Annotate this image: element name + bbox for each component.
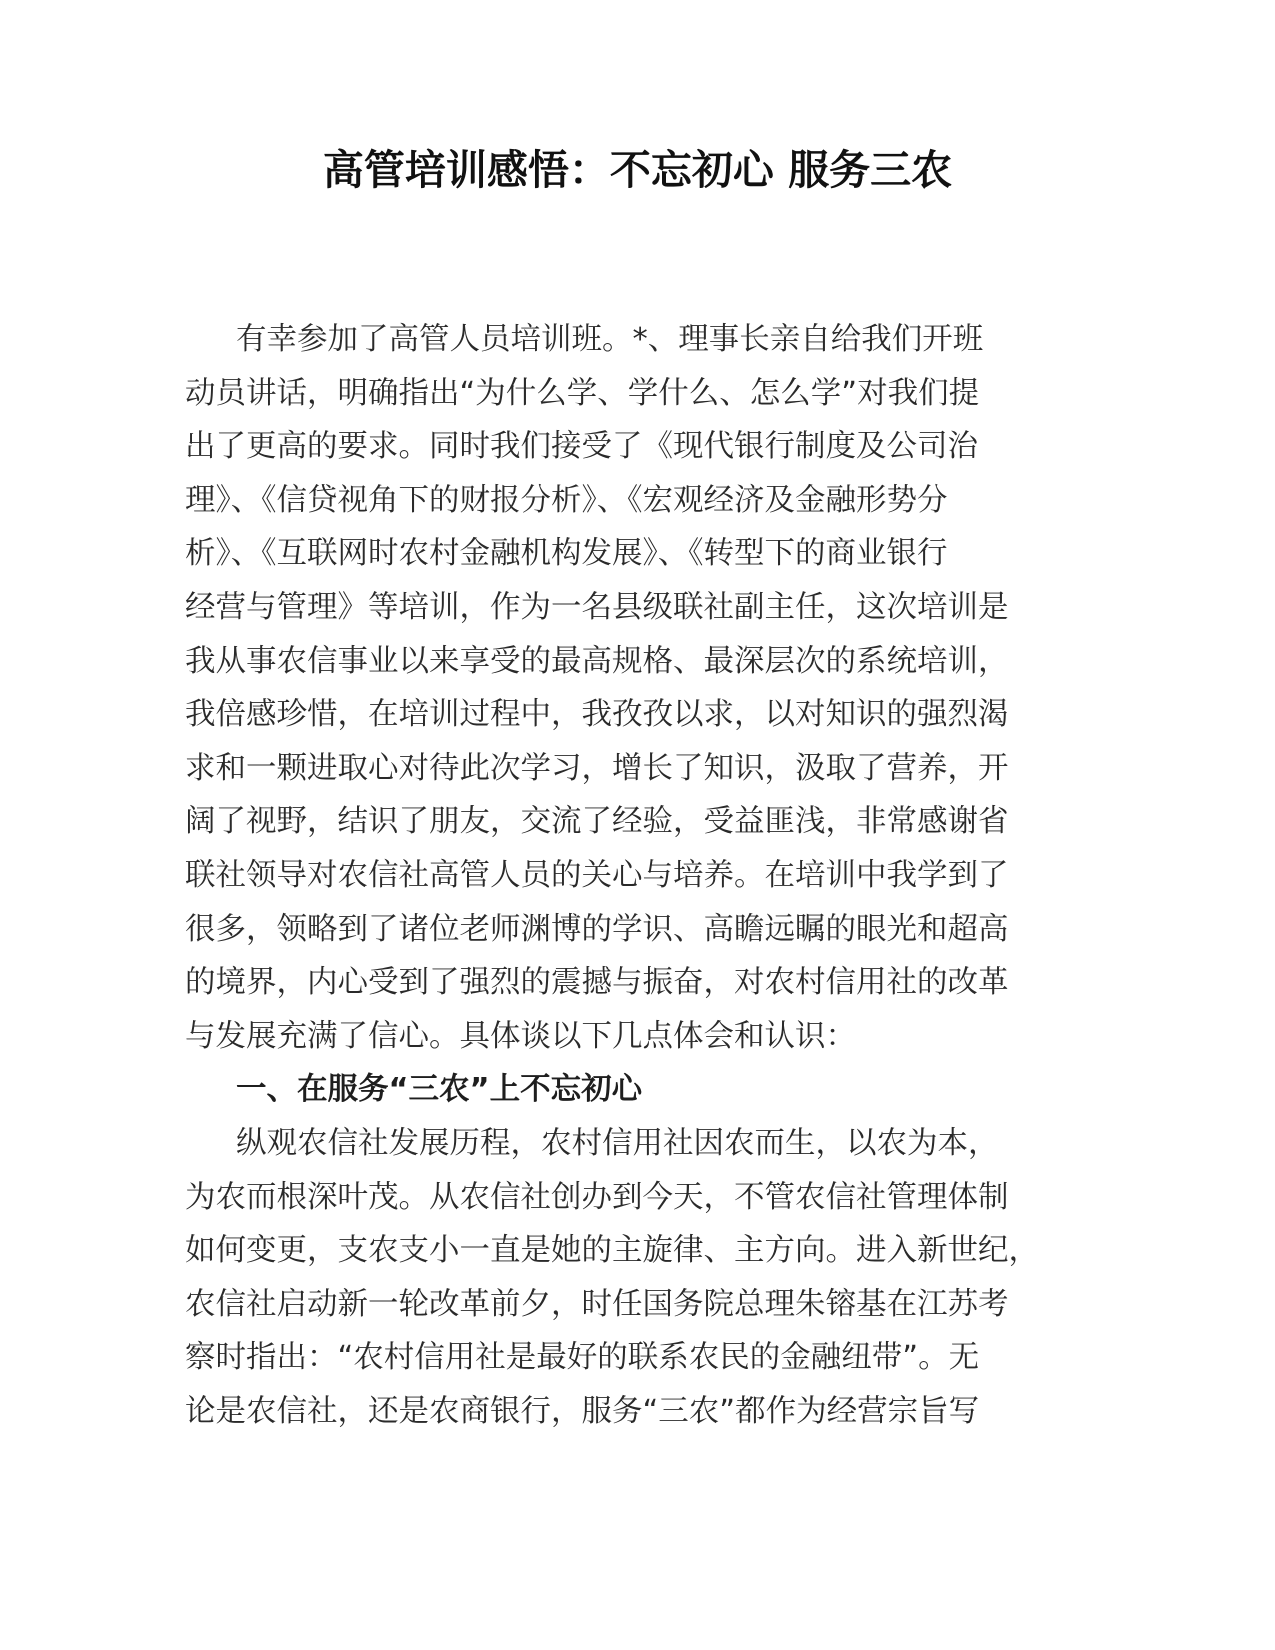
paragraph-1-line: 联社领导对农信社高管人员的关心与培养。在培训中我学到了 (185, 857, 1009, 893)
paragraph-2-line: 为农而根深叶茂。从农信社创办到今天，不管农信社管理体制 (185, 1179, 1009, 1215)
paragraph-1-line: 出了更高的要求。同时我们接受了《现代银行制度及公司治 (185, 429, 978, 465)
document-title: 高管培训感悟：不忘初心 服务三农 (322, 146, 953, 194)
paragraph-1-line: 经营与管理》等培训，作为一名县级联社副主任，这次培训是 (185, 589, 1009, 625)
paragraph-1-line: 与发展充满了信心。具体谈以下几点体会和认识： (185, 1018, 856, 1054)
paragraph-1-line: 阔了视野，结识了朋友，交流了经验，受益匪浅，非常感谢省 (185, 804, 1009, 840)
paragraph-1-line: 我倍感珍惜，在培训过程中，我孜孜以求，以对知识的强烈渴 (185, 697, 1009, 733)
document-body (185, 313, 1090, 1438)
section-1-heading: 一、在服务“三农”上不忘初心 (236, 1072, 643, 1108)
paragraph-1-line: 的境界，内心受到了强烈的震撼与振奋，对农村信用社的改革 (185, 965, 1009, 1001)
paragraph-1-line: 理》、《信贷视角下的财报分析》、《宏观经济及金融形势分 (185, 482, 948, 518)
paragraph-1-line: 有幸参加了高管人员培训班。*、理事长亲自给我们开班 (236, 322, 984, 357)
paragraph-1-line: 很多，领略到了诸位老师渊博的学识、高瞻远瞩的眼光和超高 (185, 911, 1009, 947)
paragraph-2-line: 察时指出：“农村信用社是最好的联系农民的金融纽带”。无 (185, 1340, 980, 1376)
paragraph-2-line: 农信社启动新一轮改革前夕，时任国务院总理朱镕基在江苏考 (185, 1286, 1009, 1322)
paragraph-1-line: 析》、《互联网时农村金融机构发展》、《转型下的商业银行 (185, 536, 948, 572)
paragraph-1-line: 动员讲话，明确指出“为什么学、学什么、怎么学”对我们提 (185, 375, 980, 411)
paragraph-2-line: 论是农信社，还是农商银行，服务“三农”都作为经营宗旨写 (185, 1393, 980, 1429)
paragraph-1-line: 求和一颗进取心对待此次学习，增长了知识，汲取了营养，开 (185, 750, 1009, 786)
paragraph-1-line: 我从事农信事业以来享受的最高规格、最深层次的系统培训， (185, 643, 1009, 679)
paragraph-2-line: 如何变更，支农支小一直是她的主旋律、主方向。进入新世纪， (185, 1233, 1039, 1269)
paragraph-2-line: 纵观农信社发展历程，农村信用社因农而生，以农为本， (236, 1125, 999, 1161)
